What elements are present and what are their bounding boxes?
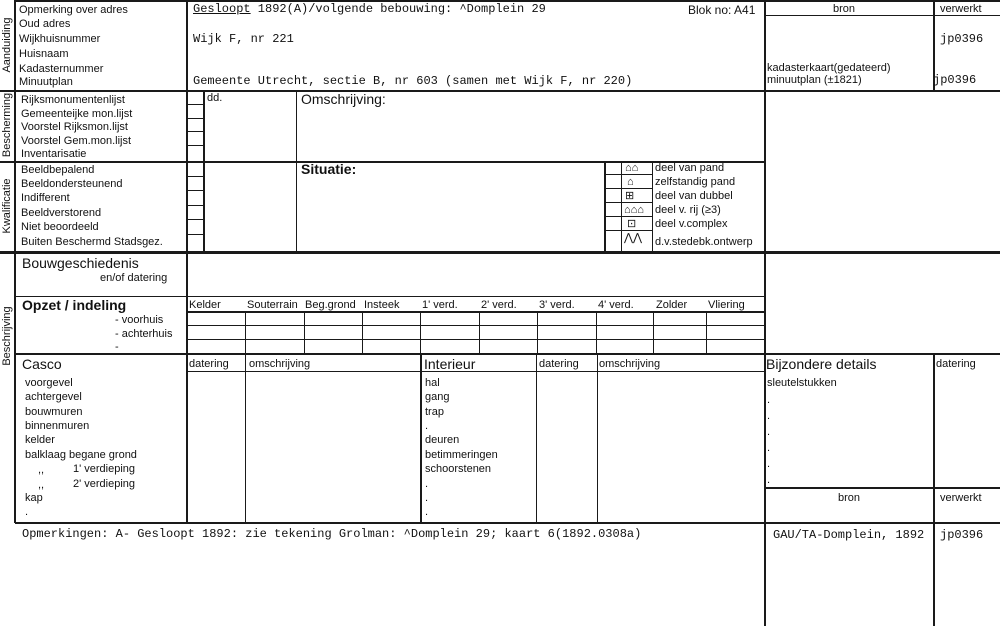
rule	[605, 174, 652, 175]
casco-item-binnenmuren: binnenmuren	[25, 420, 90, 432]
bijzondere-bron-header: bron	[838, 492, 861, 504]
bron-minuutplan: minuutplan (±1821)	[767, 74, 862, 86]
dd-label: dd.	[207, 92, 223, 104]
rule	[596, 311, 597, 354]
label-gemeentelijke-lijst: Gemeenteijke mon.lijst	[21, 108, 133, 120]
opmerkingen-text: Opmerkingen: A- Gesloopt 1892: zie tekening Grolman: ^Domplein 29; kaart 6(1892.0308a)	[22, 527, 642, 541]
label-beeldbepalend: Beeldbepalend	[21, 164, 95, 176]
casco-item-voorgevel: voorgevel	[25, 377, 73, 389]
rule	[187, 339, 765, 340]
col-kelder: Kelder	[189, 299, 221, 311]
rule	[706, 311, 707, 354]
bijzondere-datering-header: datering	[936, 358, 976, 370]
col-1-verd: 1' verd.	[422, 299, 458, 311]
bijzondere-dot: .	[767, 458, 771, 470]
col-insteek: Insteek	[364, 299, 400, 311]
rule	[187, 234, 204, 235]
col-vliering: Vliering	[708, 299, 745, 311]
situatie-option-2: zelfstandig pand	[655, 176, 736, 188]
rule	[187, 190, 204, 191]
casco-item-bouwmuren: bouwmuren	[25, 406, 83, 418]
label-kadasternummer: Kadasternummer	[19, 63, 104, 75]
situatie-option-3: deel van dubbel	[655, 190, 733, 202]
rule	[187, 131, 204, 132]
situatie-option-1: deel van pand	[655, 162, 725, 174]
col-4-verd: 4' verd.	[598, 299, 634, 311]
bijzondere-title: Bijzondere details	[766, 356, 877, 372]
label-buiten-beschermd: Buiten Beschermd Stadsgez.	[21, 236, 163, 248]
rule	[765, 487, 1000, 489]
opzet-row-blank: -	[115, 341, 119, 353]
casco-item-verd2: 2' verdieping	[73, 478, 136, 490]
section-label-bescherming: Bescherming	[1, 92, 13, 158]
stedebouwkundig-icon: ⋀⋀	[624, 232, 643, 244]
label-voorstel-gemmon: Voorstel Gem.mon.lijst	[21, 135, 132, 147]
label-huisnaam: Huisnaam	[19, 48, 69, 60]
rule	[597, 355, 598, 523]
ditto-mark: ,,	[38, 479, 45, 491]
label-niet-beoordeeld: Niet beoordeeld	[21, 221, 99, 233]
rule	[187, 371, 764, 372]
deel-van-pand-icon: ⌂⌂	[625, 162, 639, 174]
rule	[187, 219, 204, 220]
interieur-item-dot: .	[425, 506, 429, 518]
bron-kadasterkaart: kadasterkaart(gedateerd)	[767, 62, 891, 74]
interieur-item-dot: .	[425, 420, 429, 432]
label-beeldondersteunend: Beeldondersteunend	[21, 178, 123, 190]
rule	[15, 296, 765, 297]
casco-item-kelder: kelder	[25, 434, 55, 446]
rule	[245, 355, 246, 523]
label-rijksmonumentenlijst: Rijksmonumentenlijst	[21, 94, 125, 106]
section-label-aanduiding: Aanduiding	[1, 17, 13, 73]
casco-item-dot: .	[25, 506, 29, 518]
rule	[653, 311, 654, 354]
rule	[605, 216, 652, 217]
interieur-item-trap: trap	[425, 406, 444, 418]
opmerkingen-verwerkt: jp0396	[940, 528, 984, 542]
verwerkt-value-1: jp0396	[940, 32, 984, 46]
rule	[605, 188, 652, 189]
rule	[420, 355, 422, 523]
situatie-label: Situatie:	[301, 161, 357, 177]
label-minuutplan: Minuutplan	[19, 76, 73, 88]
rule	[304, 311, 305, 354]
bron-header: bron	[833, 3, 856, 15]
interieur-title: Interieur	[424, 356, 476, 372]
label-voorstel-rijksmon: Voorstel Rijksmon.lijst	[21, 121, 128, 133]
bijzondere-dot: .	[767, 394, 771, 406]
bijzondere-dot: .	[767, 474, 771, 486]
interieur-omschrijving-header: omschrijving	[599, 358, 661, 370]
bijzondere-sleutelstukken: sleutelstukken	[767, 377, 837, 389]
zelfstandig-pand-icon: ⌂	[627, 176, 634, 188]
verwerkt-header: verwerkt	[940, 3, 982, 15]
verwerkt-value-2: jp0396	[933, 73, 977, 87]
rule	[0, 251, 1000, 254]
col-zolder: Zolder	[656, 299, 688, 311]
rule	[15, 522, 1000, 524]
rule	[187, 176, 204, 177]
casco-item-verd1: 1' verdieping	[73, 463, 136, 475]
rule	[537, 311, 538, 354]
label-beeldverstorend: Beeldverstorend	[21, 207, 102, 219]
bijzondere-dot: .	[767, 426, 771, 438]
situatie-option-5: deel v.complex	[655, 218, 728, 230]
section-label-beschrijving: Beschrijving	[1, 306, 13, 366]
rule	[15, 353, 1000, 355]
address-value	[193, 3, 546, 16]
label-wijkhuisnummer: Wijkhuisnummer	[19, 33, 101, 45]
opzet-title: Opzet / indeling	[22, 297, 127, 313]
rule	[296, 91, 297, 253]
label-oud-adres: Oud adres	[19, 18, 71, 30]
situatie-option-6: d.v.stedebk.ontwerp	[655, 236, 753, 248]
opzet-row-achterhuis: - achterhuis	[115, 328, 173, 340]
blok-number: Blok no: A41	[688, 3, 756, 17]
omschrijving-label: Omschrijving:	[301, 91, 386, 107]
interieur-item-hal: hal	[425, 377, 440, 389]
rule	[187, 205, 204, 206]
rule	[605, 230, 652, 231]
rule	[933, 353, 935, 626]
col-souterrain: Souterrain	[247, 299, 298, 311]
rule	[187, 118, 204, 119]
bijzondere-dot: .	[767, 442, 771, 454]
deel-complex-icon: ⊡	[627, 218, 637, 230]
rule	[203, 91, 205, 253]
rule	[420, 311, 421, 354]
interieur-item-betimmeringen: betimmeringen	[425, 449, 498, 461]
rule	[479, 311, 480, 354]
rule	[0, 90, 1000, 92]
interieur-item-dot: .	[425, 492, 429, 504]
rule	[187, 104, 204, 105]
rule	[187, 145, 204, 146]
ditto-mark: ,,	[38, 464, 45, 476]
col-3-verd: 3' verd.	[539, 299, 575, 311]
opzet-row-voorhuis: - voorhuis	[115, 314, 164, 326]
address-gesloopt: Gesloopt	[193, 2, 251, 16]
bouwgeschiedenis-sub: en/of datering	[100, 272, 168, 284]
bijzondere-verwerkt-header: verwerkt	[940, 492, 982, 504]
interieur-datering-header: datering	[539, 358, 579, 370]
casco-item-achtergevel: achtergevel	[25, 391, 82, 403]
rule	[652, 161, 653, 253]
address-rest: 1892(A)/volgende bebouwing: ^Domplein 29	[250, 2, 546, 16]
deel-van-dubbel-icon: ⊞	[625, 190, 635, 202]
rule	[187, 325, 765, 326]
bouwgeschiedenis-title: Bouwgeschiedenis	[22, 255, 139, 271]
casco-title: Casco	[22, 356, 62, 372]
casco-item-kap: kap	[25, 492, 43, 504]
section-label-kwalificatie: Kwalificatie	[1, 178, 13, 234]
kadaster-value: Gemeente Utrecht, sectie B, nr 603 (samen met Wijk F, nr 220)	[193, 74, 633, 88]
interieur-item-schoorstenen: schoorstenen	[425, 463, 492, 475]
interieur-item-dot: .	[425, 478, 429, 490]
rule	[536, 355, 537, 523]
deel-rij-icon: ⌂⌂⌂	[624, 204, 644, 216]
rule	[14, 0, 16, 523]
situatie-option-4: deel v. rij (≥3)	[655, 204, 721, 216]
col-beg-grond: Beg.grond	[305, 299, 356, 311]
label-indifferent: Indifferent	[21, 192, 70, 204]
interieur-item-gang: gang	[425, 391, 450, 403]
label-opmerking-adres: Opmerking over adres	[19, 4, 128, 16]
wijk-value: Wijk F, nr 221	[193, 32, 294, 46]
opmerkingen-bron: GAU/TA-Domplein, 1892	[773, 528, 925, 542]
casco-omschrijving-header: omschrijving	[249, 358, 311, 370]
rule	[764, 0, 766, 626]
rule	[186, 0, 188, 523]
casco-datering-header: datering	[189, 358, 229, 370]
rule	[605, 202, 652, 203]
col-2-verd: 2' verd.	[481, 299, 517, 311]
casco-item-balklaag: balklaag begane grond	[25, 449, 137, 461]
label-inventarisatie: Inventarisatie	[21, 148, 87, 160]
bijzondere-dot: .	[767, 410, 771, 422]
rule	[245, 311, 246, 354]
rule	[362, 311, 363, 354]
rule	[0, 161, 765, 163]
interieur-item-deuren: deuren	[425, 434, 460, 446]
